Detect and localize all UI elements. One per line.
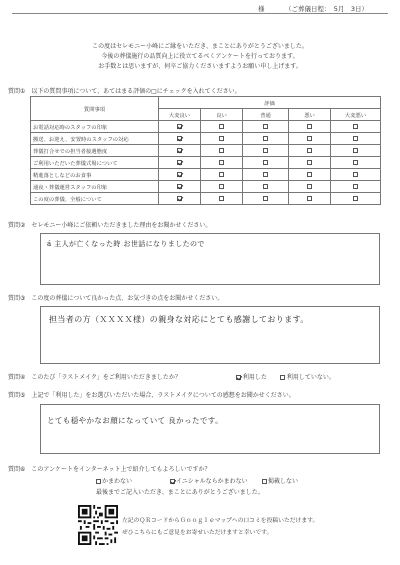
intro-line-3: お手数とは思いますが、何卒ご協力くださいますようお願い申し上げます。 [98,63,302,70]
rating-checkbox[interactable] [263,184,268,189]
q5-answer-box[interactable] [40,404,380,454]
q4-not-used-option[interactable] [280,375,335,381]
rating-cell [331,133,381,145]
rating-cell [201,121,243,133]
q3-answer: 担当者の方（ＸＸＸＸ様）の親身な対応にとても感謝しております。 [49,315,309,324]
rating-cell [201,193,243,205]
table-row [31,133,381,145]
rating-cell [331,145,381,157]
rating-checkbox[interactable] [307,136,312,141]
rating-checkbox[interactable] [263,124,268,129]
rating-cell [243,181,289,193]
rating-checkbox[interactable] [263,136,268,141]
rating-checkbox[interactable] [307,160,312,165]
rating-checkbox[interactable] [219,124,224,129]
rating-cell [159,181,201,193]
rating-cell [201,133,243,145]
question-item-label: この度の葬儀、全般について [31,193,159,205]
qr-code-icon[interactable] [78,505,118,545]
rating-cell [243,169,289,181]
question-item-label: 精進落としなどのお食事 [31,169,159,181]
rating-label: 大変良い [159,109,201,121]
rating-checkbox[interactable] [177,160,182,165]
rating-cell [289,193,331,205]
q4-not-used-checkbox[interactable] [280,375,285,380]
rating-cell [159,193,201,205]
table-row [31,145,381,157]
rating-cell [159,157,201,169]
rating-cell [159,121,201,133]
intro-line-1: この度はセレモニー小峰にご縁をいただき、まことにありがとうございました。 [92,43,308,50]
rating-cell [159,169,201,181]
q4-used-label: 利用した [242,374,267,381]
rating-cell [289,145,331,157]
col-rating-header: 評価 [159,97,381,109]
table-row [31,181,381,193]
rating-checkbox[interactable] [219,148,224,153]
rating-checkbox[interactable] [219,172,224,177]
rating-checkbox[interactable] [353,148,358,153]
rating-checkbox[interactable] [177,136,182,141]
rating-checkbox[interactable] [263,148,268,153]
rating-checkbox[interactable] [219,160,224,165]
rating-checkbox[interactable] [219,184,224,189]
rating-label: 普通 [243,109,289,121]
q6-option-label: かまわない [102,478,133,485]
q2-prompt: 質問② セレモニー小峰にご依頼いただきました理由をお聞かせください。 [8,222,212,229]
rating-cell [201,169,243,181]
rating-cell [331,193,381,205]
header-divider [12,13,388,14]
q6-option-label: 掲載しない [268,478,299,485]
rating-cell [331,157,381,169]
rating-cell [243,145,289,157]
rating-label: 大変悪い [331,109,381,121]
rating-cell [289,181,331,193]
rating-checkbox[interactable] [353,172,358,177]
rating-checkbox[interactable] [353,184,358,189]
rating-checkbox[interactable] [177,172,182,177]
rating-cell [243,133,289,145]
intro-line-2: 今後の葬儀施行の品質向上に役立てるべくアンケートを行っております。 [101,53,299,60]
q6-option[interactable] [96,479,132,485]
table-row [31,169,381,181]
footer-line-2: ぜひこちらにもご意見をお寄せいただけますと幸いです。 [122,530,273,536]
q6-checkbox[interactable] [96,479,101,484]
rating-cell [201,157,243,169]
rating-cell [159,145,201,157]
rating-checkbox[interactable] [177,148,182,153]
q6-option[interactable] [262,479,298,485]
rating-checkbox[interactable] [307,196,312,201]
evaluation-table [30,96,381,205]
rating-checkbox[interactable] [177,124,182,129]
table-row [31,121,381,133]
rating-cell [331,169,381,181]
q4-used-checkbox[interactable] [236,375,241,380]
rating-cell [289,121,331,133]
rating-checkbox[interactable] [353,124,358,129]
rating-cell [289,133,331,145]
rating-checkbox[interactable] [219,136,224,141]
rating-cell [289,169,331,181]
q6-thanks: 最後までご記入いただき、まことにありがとうございました。 [96,489,264,496]
rating-checkbox[interactable] [307,184,312,189]
rating-checkbox[interactable] [307,148,312,153]
rating-checkbox[interactable] [353,136,358,141]
q2-answer-box[interactable] [40,233,380,285]
footer-line-1: 左記のＱＲコードからＧｏｏｇｌｅマップへの口コミを投稿いただけます。 [122,518,319,524]
rating-checkbox[interactable] [263,160,268,165]
question-item-label: 通夜・葬儀運営スタッフの印象 [31,181,159,193]
rating-checkbox[interactable] [353,196,358,201]
q3-prompt: 質問③ この度の葬儀について良かった点、お気づきの点をお聞かせください。 [8,295,224,302]
rating-cell [201,145,243,157]
rating-cell [243,193,289,205]
rating-cell [331,121,381,133]
rating-checkbox[interactable] [307,124,312,129]
rating-checkbox[interactable] [263,196,268,201]
question-item-label: お電話対応時のスタッフの印象 [31,121,159,133]
question-item-label: 搬送、お迎え、安置時のスタッフの対応 [31,133,159,145]
q4-prompt: 質問④ このたび「ラストメイク」をご利用いただきましたか？ [8,374,181,381]
table-row [31,157,381,169]
rating-label: 良い [201,109,243,121]
col-item-header: 質問事項 [31,97,159,121]
rating-cell [159,133,201,145]
rating-checkbox[interactable] [177,184,182,189]
question-item-label: 葬儀打合せでの担当者接遇態度 [31,145,159,157]
q6-checkbox[interactable] [170,479,175,484]
q6-option[interactable] [170,479,248,485]
q2-answer: á 主人が亡くなった時 お世話になりましたので [47,240,205,248]
rating-cell [243,121,289,133]
q4-used-option[interactable] [236,375,267,381]
rating-checkbox[interactable] [307,172,312,177]
q6-option-label: イニシャルならかまわない [176,478,248,485]
q3-answer-box[interactable] [40,306,380,364]
rating-cell [243,157,289,169]
q1-prompt: 質問① 以下の質問事項について、あてはまる評価の□にチェックを入れてください。 [8,88,241,95]
rating-cell [201,181,243,193]
rating-cell [289,157,331,169]
table-row [31,193,381,205]
q4-not-used-label: 利用していない。 [286,374,335,381]
table-header-row [31,97,381,109]
rating-label: 悪い [289,109,331,121]
q5-answer: とても穏やかなお顔になっていて 良かったです。 [47,416,223,425]
rating-checkbox[interactable] [353,160,358,165]
funeral-date: （ご葬儀日程： 5月 3日） [285,5,369,13]
q5-prompt: 質問⑤ 上記で「利用した」をお選びいただいた場合、ラストメイクについての感想をお聞かせください。 [8,392,295,399]
rating-checkbox[interactable] [263,172,268,177]
question-item-label: ご利用いただいた葬儀式場について [31,157,159,169]
customer-name-suffix: 様 [258,5,265,13]
rating-checkbox[interactable] [177,196,182,201]
q6-checkbox[interactable] [262,479,267,484]
q6-prompt: 質問⑥ このアンケートをインターネット上で紹介してもよろしいですか？ [8,466,211,473]
rating-cell [331,181,381,193]
rating-checkbox[interactable] [219,196,224,201]
